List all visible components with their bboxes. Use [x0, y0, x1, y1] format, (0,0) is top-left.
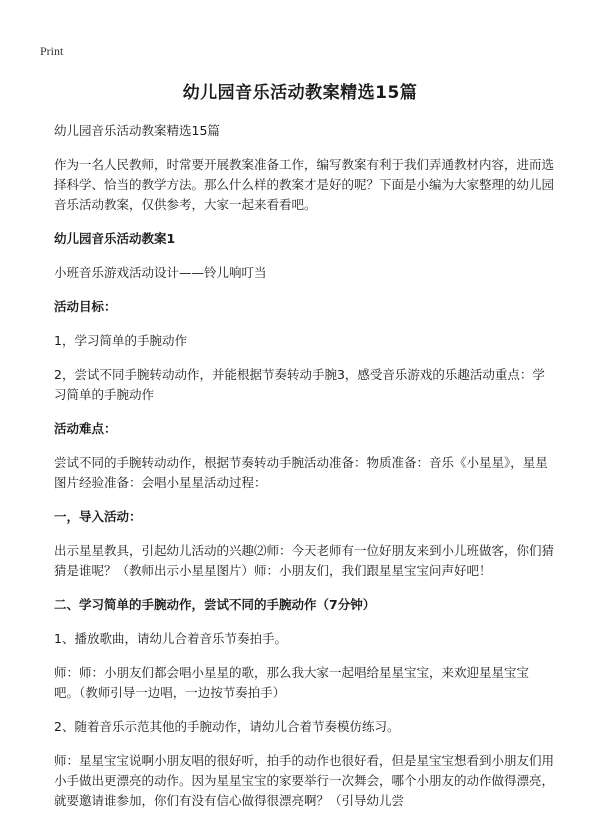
intro-paragraph: 作为一名人民教师，时常要开展教案准备工作，编写教案有利于我们弄通教材内容，进而选择科学、恰当的教学方法。那么什么样的教案才是好的呢？下面是小编为大家整理的幼儿园音乐活动教案，仅供参考，大家一起来看看吧。	[54, 157, 555, 212]
doc-subtitle: 幼儿园音乐活动教案精选15篇	[54, 123, 220, 138]
lesson-subtitle: 小班音乐游戏活动设计——铃儿响叮当	[54, 265, 267, 280]
document-body	[54, 121, 554, 825]
step2-heading: 二、学习简单的手腕动作，尝试不同的手腕动作（7分钟）	[54, 597, 376, 612]
lesson-heading: 幼儿园音乐活动教案1	[54, 231, 176, 246]
step2-paragraph: 师：师：小朋友们都会唱小星星的歌，那么我大家一起唱给星星宝宝，来欢迎星星宝宝吧。（教师引导一边唱，一边按节奏拍手）	[54, 665, 530, 700]
goals-heading: 活动目标：	[54, 299, 117, 314]
difficulty-paragraph: 尝试不同的手腕转动动作，根据节奏转动手腕活动准备：物质准备：音乐《小星星》，星星图片经验准备：会唱小星星活动过程：	[54, 455, 548, 490]
step2-item: 1、播放歌曲，请幼儿合着音乐节奏拍手。	[54, 631, 287, 646]
difficulty-heading: 活动难点：	[54, 421, 117, 436]
goal-item: 2，尝试不同手腕转动动作，并能根据节奏转动手腕3，感受音乐游戏的乐趣活动重点：学习简单的手腕动作	[54, 367, 545, 402]
print-link[interactable]: Print	[40, 44, 64, 58]
step1-paragraph: 出示星星教具，引起幼儿活动的兴趣⑵师：今天老师有一位好朋友来到小儿班做客，你们猜猜是谁呢？（教师出示小星星图片）师：小朋友们，我们跟星星宝宝问声好吧！	[54, 543, 555, 578]
step2-item: 2、随着音乐示范其他的手腕动作，请幼儿合着节奏模仿练习。	[54, 719, 400, 734]
goal-item: 1，学习简单的手腕动作	[54, 333, 187, 348]
step2-paragraph: 师：星星宝宝说啊小朋友唱的很好听，拍手的动作也很好看，但是星宝宝想看到小朋友们用小手做出更漂亮的动作。因为星星宝宝的家要举行一次舞会，哪个小朋友的动作做得漂亮，就要邀请谁参加，你们有没有信心做得很漂亮啊？（引导幼儿尝	[54, 753, 555, 808]
page-title: 幼儿园音乐活动教案精选15篇	[182, 83, 418, 103]
step1-heading: 一，导入活动：	[54, 509, 142, 524]
